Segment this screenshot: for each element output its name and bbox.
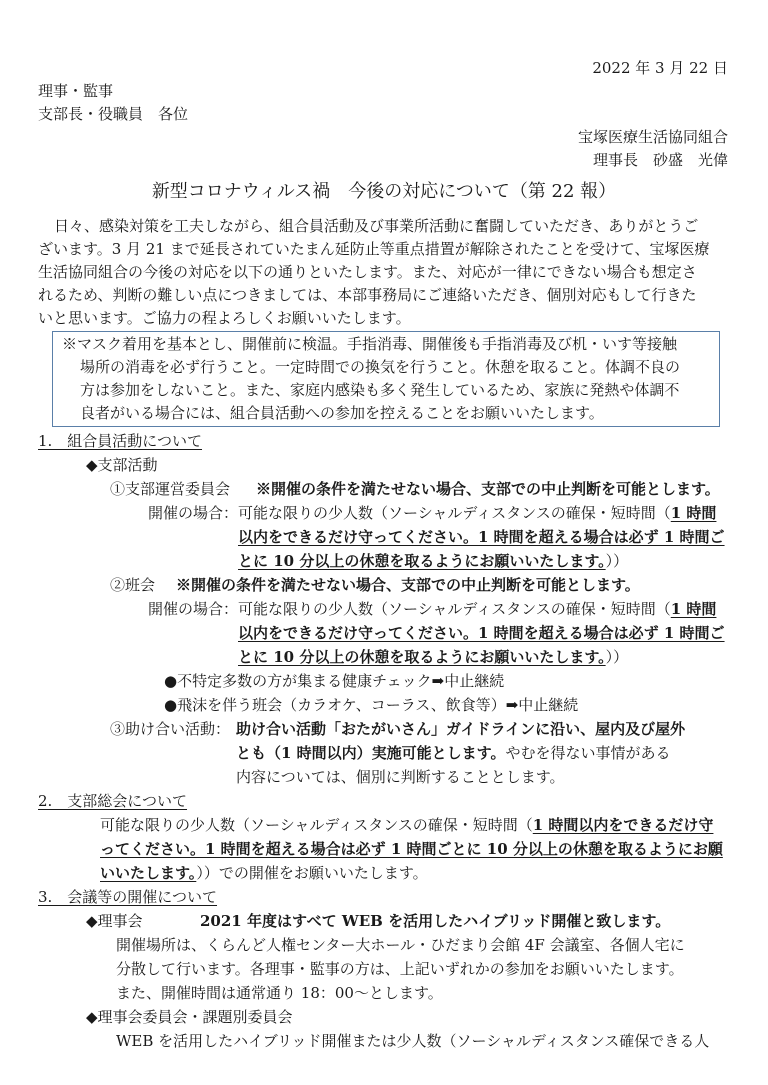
paragraph-emphasis: いいたします。	[100, 864, 197, 882]
item-condition-bold: ※開催の条件を満たせない場合、支部での中止判断を可能とします。	[176, 576, 640, 594]
notice-line: 良者がいる場合には、組合員活動への参加を控えることをお願いいたします。	[80, 404, 604, 422]
section-heading: 3. 会議等の開催について	[38, 888, 218, 906]
item-detail-text: 開催の場合：可能な限りの少人数（ソーシャルディスタンスの確保・短時間（	[148, 504, 671, 522]
subsection-heading: ◆理事会	[86, 912, 143, 930]
recipient-line: 理事・監事	[38, 82, 114, 100]
sender-name: 理事長 砂盛 光偉	[592, 151, 728, 169]
paragraph-line: 生活協同組合の今後の対応を以下の通りといたします。また、対応が一律にできない場合も想定さ	[38, 263, 697, 281]
item-detail-text: 開催場所は、くらんど人権センター大ホール・ひだまり会館 4F 会議室、各個人宅に	[116, 936, 685, 954]
item-label: ①支部運営委員会	[110, 480, 231, 498]
item-detail-line	[238, 551, 628, 571]
item-detail-text: WEB を活用したハイブリッド開催または少人数（ソーシャルディスタンス確保できる人	[116, 1032, 710, 1050]
paragraph-line	[100, 863, 428, 883]
paragraph-text: 可能な限りの少人数（ソーシャルディスタンスの確保・短時間（	[100, 816, 533, 834]
paragraph-line: 日々、感染対策を工夫しながら、組合員活動及び事業所活動に奮闘していただき、ありがとうご	[54, 217, 699, 235]
item-detail-emphasis: とも（1 時間以内）実施可能とします。	[236, 744, 506, 762]
item-detail-line	[236, 743, 670, 763]
subsection-heading: ◆支部活動	[86, 456, 158, 474]
item-detail-emphasis: 1 時間	[670, 504, 717, 522]
paragraph-line: ざいます。3 月 21 まで延長されていたまん延防止等重点措置が解除されたことを受けて、宝塚医療	[38, 240, 710, 258]
paragraph-line: いと思います。ご協力の程よろしくお願いいたします。	[38, 309, 411, 327]
notice-line: 場所の消毒を必ず行うこと。一定時間での換気を行うこと。休憩を取ること。体調不良の	[80, 358, 681, 376]
item-label: ②班会	[110, 576, 156, 594]
item-detail-text: ））	[605, 552, 629, 570]
item-detail-line	[238, 647, 628, 667]
item-detail-text: また、開催時間は通常通り 18：00～とします。	[116, 984, 443, 1002]
item-detail-emphasis: とに 10 分以上の休憩を取るようにお願いいたします。	[238, 552, 606, 570]
notice-line: 方は参加をしないこと。また、家庭内感染も多く発生しているため、家族に発熱や体調不	[80, 381, 680, 399]
paragraph-line	[100, 815, 713, 835]
bullet-item: ●不特定多数の方が集まる健康チェック➡中止継続	[164, 672, 505, 690]
item-detail-text: やむを得ない事情がある	[505, 744, 671, 762]
item-condition-bold: 2021 年度はすべて WEB を活用したハイブリッド開催と致します。	[200, 912, 671, 930]
section-heading: 2. 支部総会について	[38, 792, 188, 810]
item-detail-text: 分散して行います。各理事・監事の方は、上記いずれかの参加をお願いいたします。	[116, 960, 684, 978]
notice-line: ※マスク着用を基本とし、開催前に検温。手指消毒、開催後も手指消毒及び机・いす等接触	[62, 335, 678, 353]
paragraph-emphasis: 1 時間以内をできるだけ守	[532, 816, 714, 834]
paragraph-emphasis: ってください。1 時間を超える場合は必ず 1 時間ごとに 10 分以上の休憩を取るようにお願	[100, 840, 723, 858]
item-detail-text: ））	[605, 648, 629, 666]
document-date: 2022 年 3 月 22 日	[592, 59, 728, 77]
item-detail-line	[148, 599, 716, 619]
subsection-heading: ◆理事会委員会・課題別委員会	[86, 1008, 293, 1026]
item-detail-text: 開催の場合：可能な限りの少人数（ソーシャルディスタンスの確保・短時間（	[148, 600, 671, 618]
item-detail-text: 内容については、個別に判断することとします。	[236, 768, 565, 786]
section-heading: 1. 組合員活動について	[38, 432, 203, 450]
item-detail-emphasis: 以内をできるだけ守ってください。1 時間を超える場合は必ず 1 時間ご	[238, 624, 725, 642]
item-condition-bold: ※開催の条件を満たせない場合、支部での中止判断を可能とします。	[256, 480, 720, 498]
item-label: ③助け合い活動：	[110, 720, 231, 738]
recipient-line: 支部長・役職員 各位	[38, 105, 189, 123]
item-detail-emphasis: 1 時間	[670, 600, 717, 618]
item-detail-emphasis: とに 10 分以上の休憩を取るようにお願いいたします。	[238, 648, 606, 666]
paragraph-line: れるため、判断の難しい点につきましては、本部事務局にご連絡いただき、個別対応もして行きた	[38, 286, 697, 304]
document-title: 新型コロナウィルス禍 今後の対応について（第 22 報）	[151, 181, 617, 202]
paragraph-text: ））での開催をお願いいたします。	[196, 864, 428, 882]
bullet-item: ●飛沫を伴う班会（カラオケ、コーラス、飲食等）➡中止継続	[164, 696, 579, 714]
item-detail-emphasis: 助け合い活動「おたがいさん」ガイドラインに沿い、屋内及び屋外	[236, 720, 686, 738]
sender-organization: 宝塚医療生活協同組合	[577, 128, 728, 146]
item-detail-line	[148, 503, 716, 523]
item-detail-emphasis: 以内をできるだけ守ってください。1 時間を超える場合は必ず 1 時間ご	[238, 528, 725, 546]
